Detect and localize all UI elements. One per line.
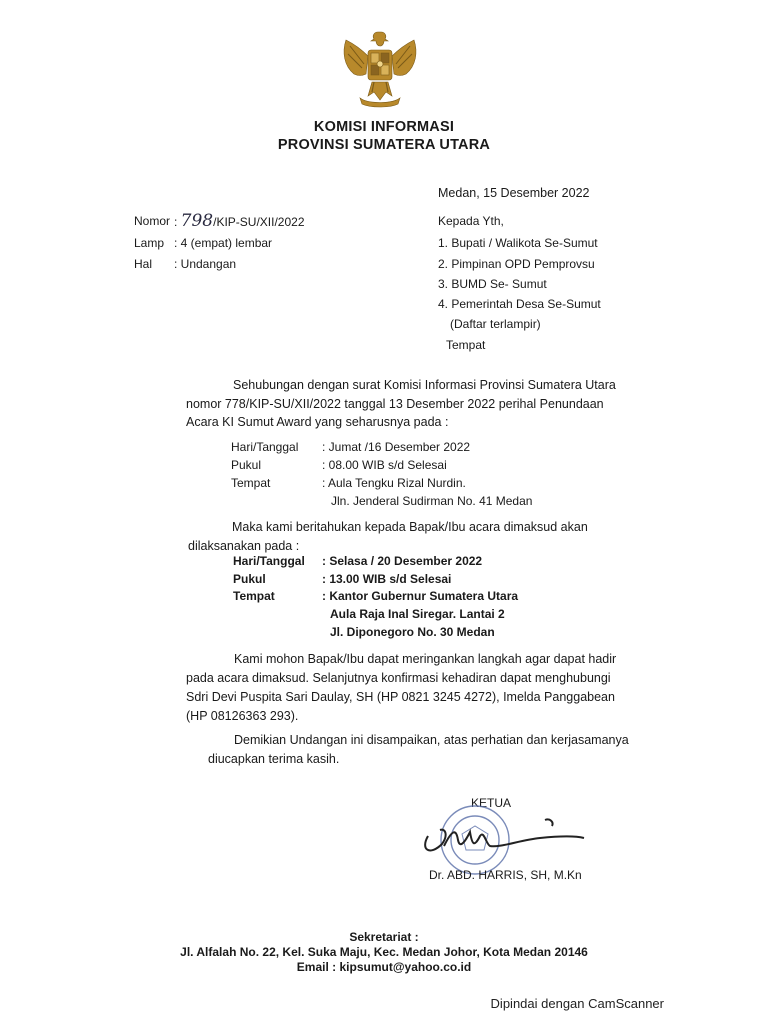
signatory-name: Dr. ABD. HARRIS, SH, M.Kn (429, 868, 582, 882)
old-place-label: Tempat (231, 476, 271, 490)
lamp-label: Lamp (134, 236, 165, 250)
new-place-value3: Jl. Diponegoro No. 30 Medan (330, 625, 495, 639)
new-day-value: : Selasa / 20 Desember 2022 (322, 554, 483, 568)
recipients-place: Tempat (446, 338, 486, 352)
garuda-emblem-icon (338, 26, 422, 114)
old-day-value: : Jumat /16 Desember 2022 (322, 440, 471, 454)
recipients-intro: Kepada Yth, (438, 214, 504, 228)
old-place-value2: Jln. Jenderal Sudirman No. 41 Medan (331, 494, 533, 508)
hal-label: Hal (134, 257, 153, 271)
footer-address: Jl. Alfalah No. 22, Kel. Suka Maju, Kec. Medan Johor, Kota Medan 20146 (180, 945, 588, 959)
nomor-field: : 798/KIP-SU/XII/2022 (174, 211, 305, 231)
para3-line3: Sdri Devi Puspita Sari Daulay, SH (HP 0821 3245 4272), Imelda Panggabean (186, 690, 615, 704)
letter-date: Medan, 15 Desember 2022 (438, 186, 590, 200)
recipients-note: (Daftar terlampir) (450, 317, 541, 331)
old-time-value: : 08.00 WIB s/d Selesai (322, 458, 447, 472)
org-name-line2: PROVINSI SUMATERA UTARA (277, 137, 491, 153)
recipient-item: 3. BUMD Se- Sumut (438, 277, 547, 291)
signature-title: KETUA (471, 796, 512, 810)
new-place-value1: : Kantor Gubernur Sumatera Utara (322, 589, 519, 603)
para3-line1: Kami mohon Bapak/Ibu dapat meringankan langkah agar dapat hadir (234, 652, 617, 666)
para1-line3: Acara KI Sumut Award yang seharusnya pada : (186, 415, 449, 429)
recipient-item: 1. Bupati / Walikota Se-Sumut (438, 236, 598, 250)
para1-line2: nomor 778/KIP-SU/XII/2022 tanggal 13 Desember 2022 perihal Penundaan (186, 397, 604, 411)
nomor-label: Nomor (134, 214, 171, 228)
para2-line1: Maka kami beritahukan kepada Bapak/Ibu acara dimaksud akan (232, 520, 588, 534)
new-time-label: Pukul (233, 572, 266, 586)
lamp-value: : 4 (empat) lembar (174, 236, 273, 250)
para3-line2: pada acara dimaksud. Selanjutnya konfirmasi kehadiran dapat menghubungi (186, 671, 611, 685)
recipient-item: 2. Pimpinan OPD Pemprovsu (438, 257, 595, 271)
footer-email: Email : kipsumut@yahoo.co.id (296, 960, 472, 974)
old-time-label: Pukul (231, 458, 262, 472)
para1-line1: Sehubungan dengan surat Komisi Informasi Provinsi Sumatera Utara (233, 378, 616, 392)
para2-line2: dilaksanakan pada : (188, 539, 300, 553)
para4-line2: diucapkan terima kasih. (208, 752, 340, 766)
nomor-value: /KIP-SU/XII/2022 (213, 215, 305, 229)
new-day-label: Hari/Tanggal (233, 554, 305, 568)
footer-secretariat-label: Sekretariat : (349, 930, 419, 944)
old-place-value1: : Aula Tengku Rizal Nurdin. (322, 476, 466, 490)
new-place-value2: Aula Raja Inal Siregar. Lantai 2 (330, 607, 505, 621)
new-time-value: : 13.00 WIB s/d Selesai (322, 572, 452, 586)
old-day-label: Hari/Tanggal (231, 440, 299, 454)
org-name-line1: KOMISI INFORMASI (313, 119, 455, 135)
new-place-label: Tempat (233, 589, 275, 603)
nomor-handwritten: 798 (180, 211, 214, 231)
recipient-item: 4. Pemerintah Desa Se-Sumut (438, 297, 601, 311)
para4-line1: Demikian Undangan ini disampaikan, atas perhatian dan kerjasamanya (234, 733, 629, 747)
hal-value: : Undangan (174, 257, 237, 271)
para3-line4: (HP 08126363 293). (186, 709, 299, 723)
camscanner-watermark: Dipindai dengan CamScanner (490, 996, 664, 1011)
